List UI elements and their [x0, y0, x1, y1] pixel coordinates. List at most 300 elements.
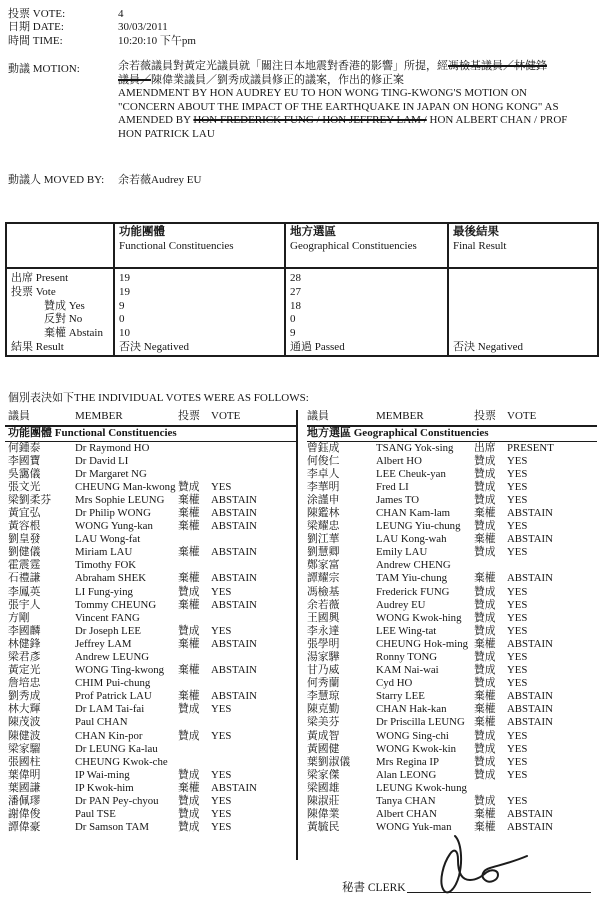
member-vote-zh: 棄權 — [178, 637, 200, 650]
member-vote-en — [211, 716, 296, 729]
motion-line — [118, 74, 596, 88]
summary-row-label: 棄權 Abstain — [44, 327, 103, 340]
member-vote-en: ABSTAIN — [507, 533, 553, 546]
member-name-en: WONG Yung-kan — [75, 520, 153, 533]
summary-col-header — [114, 223, 285, 268]
member-name-zh: 梁家傑 — [307, 768, 340, 781]
member-name-en: KAM Nai-wai — [376, 664, 439, 677]
member-row — [5, 468, 296, 481]
constituency-section-title: 地方選區 Geographical Constituencies — [307, 427, 597, 442]
member-vote-en: YES — [211, 585, 232, 598]
member-name-zh: 梁君彥 — [8, 651, 41, 663]
member-vote-en: PRESENT — [507, 441, 554, 454]
member-vote-zh — [178, 442, 211, 455]
member-row — [307, 730, 597, 743]
member-vote-en — [211, 743, 296, 756]
member-name-en: Dr Samson TAM — [75, 821, 149, 834]
member-name-zh: 李永達 — [307, 624, 340, 637]
summary-col-header-zh: 最後結果 — [453, 226, 499, 238]
member-row — [307, 546, 597, 559]
member-name-en: Jeffrey LAM — [75, 637, 132, 650]
member-name-en: WONG Kwok-hing — [376, 611, 462, 624]
member-name-zh: 張國柱 — [8, 755, 41, 768]
member-name-en: WONG Ting-kwong — [75, 664, 165, 677]
member-vote-zh: 贊成 — [474, 795, 496, 808]
member-name-zh: 張學明 — [307, 637, 340, 650]
member-row — [5, 743, 296, 756]
member-name-zh: 劉江華 — [307, 533, 340, 546]
member-vote-en — [211, 442, 296, 455]
member-name-zh: 葉劉淑儀 — [307, 755, 351, 768]
member-row — [307, 468, 597, 481]
member-name-en: Paul TSE — [75, 808, 116, 821]
member-name-en: Fred LI — [376, 480, 409, 493]
member-name-zh: 鄭家富 — [307, 559, 340, 572]
member-header-en: MEMBER — [75, 410, 123, 422]
member-vote-zh: 棄權 — [474, 716, 496, 729]
summary-row-label: 結果 Result — [11, 341, 64, 354]
member-row — [307, 795, 597, 808]
member-name-zh: 謝偉俊 — [8, 808, 41, 821]
member-row — [5, 586, 296, 599]
member-vote-zh: 棄權 — [178, 506, 200, 519]
member-name-en: CHAN Kin-por — [75, 729, 143, 742]
member-vote-en: ABSTAIN — [507, 716, 553, 729]
member-vote-zh: 贊成 — [474, 520, 496, 533]
member-name-zh: 梁家騮 — [8, 742, 41, 755]
member-name-zh: 黃毓民 — [307, 821, 340, 834]
member-row — [5, 442, 296, 455]
member-name-zh: 涂謹申 — [307, 493, 340, 506]
member-name-en: Dr LAM Tai-fai — [75, 703, 145, 716]
member-vote-zh: 贊成 — [474, 742, 496, 755]
member-vote-en: YES — [507, 520, 528, 533]
member-vote-en: ABSTAIN — [507, 690, 553, 703]
member-vote-en: YES — [507, 467, 528, 480]
member-name-zh: 李慧琼 — [307, 690, 340, 703]
member-name-zh: 李華明 — [307, 480, 340, 493]
summary-gc-value: 0 — [285, 313, 448, 327]
member-row — [5, 690, 296, 703]
motion-text-segment: "CONCERN ABOUT THE IMPACT OF THE EARTHQUAKE IN JAPAN ON HONG KONG" AS — [118, 100, 559, 113]
vote-header-zh: 投票 — [474, 410, 496, 422]
summary-row-label: 反對 No — [44, 313, 83, 326]
member-name-en: Paul CHAN — [75, 716, 128, 729]
motion-text-segment: HON PATRICK LAU — [118, 127, 215, 140]
summary-fc-value: 19 — [114, 286, 285, 300]
member-name-en: LI Fung-ying — [75, 585, 133, 598]
member-row — [307, 703, 597, 716]
member-vote-zh — [178, 533, 211, 546]
motion-text — [118, 60, 596, 141]
member-name-zh: 何俊仁 — [307, 454, 340, 467]
member-name-en: TSANG Yok-sing — [376, 441, 454, 454]
member-vote-en — [211, 559, 296, 572]
member-name-zh: 余若薇 — [307, 598, 340, 611]
functional-constituencies-column — [5, 410, 298, 860]
individual-votes-table — [5, 410, 597, 860]
member-name-zh: 陳偉業 — [307, 808, 340, 821]
member-vote-zh: 贊成 — [178, 624, 200, 637]
member-vote-en: YES — [507, 480, 528, 493]
member-name-en: IP Wai-ming — [75, 768, 130, 781]
member-vote-en: YES — [507, 624, 528, 637]
summary-table — [5, 222, 599, 357]
member-header-zh: 議員 — [8, 410, 30, 422]
member-vote-en: ABSTAIN — [211, 506, 257, 519]
member-vote-zh: 棄權 — [474, 533, 496, 546]
member-name-en: WONG Sing-chi — [376, 729, 449, 742]
member-vote-en: YES — [211, 821, 232, 834]
member-vote-en: YES — [211, 480, 232, 493]
member-vote-en: YES — [507, 651, 528, 663]
member-name-en: CHEUNG Hok-ming — [376, 637, 469, 650]
summary-row-label: 贊成 Yes — [44, 299, 85, 312]
member-row — [307, 664, 597, 677]
member-row — [5, 703, 296, 716]
member-row — [5, 507, 296, 520]
member-vote-en — [507, 782, 597, 795]
member-vote-en: ABSTAIN — [211, 637, 257, 650]
member-vote-en: YES — [211, 703, 232, 716]
member-vote-en: YES — [211, 795, 232, 808]
member-name-en: IP Kwok-him — [75, 781, 134, 794]
member-row — [307, 507, 597, 520]
member-name-zh: 陳克勤 — [307, 703, 340, 716]
member-name-en: WONG Kwok-kin — [376, 742, 457, 755]
member-row — [5, 612, 296, 625]
summary-col-header-zh: 地方選區 — [290, 226, 336, 238]
member-row — [5, 716, 296, 729]
date-row — [8, 21, 596, 34]
member-name-zh: 陳茂波 — [8, 716, 41, 729]
member-vote-zh — [178, 612, 211, 625]
member-row — [307, 612, 597, 625]
member-row — [307, 481, 597, 494]
member-vote-zh — [474, 782, 507, 795]
member-vote-zh: 棄權 — [178, 664, 200, 677]
motion-text-segment: AMENDED BY — [118, 114, 194, 126]
member-name-zh: 陳健波 — [8, 729, 41, 742]
member-name-en: LAU Kong-wah — [376, 533, 447, 546]
summary-row — [6, 286, 598, 300]
vote-header-zh: 投票 — [178, 410, 200, 422]
member-vote-zh: 贊成 — [474, 664, 496, 677]
member-name-zh: 吳靄儀 — [8, 467, 41, 480]
motion-line — [118, 101, 596, 115]
summary-fc-value: 0 — [114, 313, 285, 327]
member-name-en: CHIM Pui-chung — [75, 677, 151, 690]
member-row — [5, 572, 296, 585]
member-name-en: Dr Philip WONG — [75, 506, 151, 519]
member-name-zh: 葉國謙 — [8, 781, 41, 794]
member-name-zh: 梁劉柔芬 — [8, 493, 52, 506]
member-table-header — [307, 410, 597, 427]
member-vote-zh: 贊成 — [178, 821, 200, 834]
member-name-zh: 李國寶 — [8, 454, 41, 467]
moved-by-value: 余若薇Audrey EU — [118, 174, 202, 186]
member-vote-zh: 棄權 — [474, 572, 496, 585]
vote-number-row — [8, 8, 596, 21]
member-vote-zh: 贊成 — [474, 755, 496, 768]
member-name-en: Frederick FUNG — [376, 585, 450, 598]
member-name-en: Starry LEE — [376, 690, 425, 703]
caption-zh: 個別表決如下 — [8, 392, 74, 404]
member-name-en: Vincent FANG — [75, 611, 140, 624]
summary-final-value — [448, 313, 598, 327]
time-label: 時間 TIME: — [8, 34, 63, 47]
member-vote-zh: 贊成 — [474, 729, 496, 742]
member-header-zh: 議員 — [307, 410, 329, 422]
member-row — [5, 651, 296, 664]
member-vote-zh: 棄權 — [474, 808, 496, 821]
summary-row-label: 出席 Present — [11, 272, 69, 284]
motion-line — [118, 87, 596, 101]
motion-struck-text: HON FREDERICK FUNG / HON JEFFREY LAM / — [193, 114, 427, 126]
member-vote-en: YES — [507, 755, 528, 768]
member-vote-zh: 棄權 — [178, 546, 200, 559]
member-table-header — [5, 410, 296, 427]
member-vote-zh: 贊成 — [474, 598, 496, 611]
summary-col-header — [448, 223, 598, 268]
vote-header-en: VOTE — [211, 410, 241, 422]
member-name-zh: 詹培忠 — [8, 677, 41, 690]
summary-col-header-en: Functional Constituencies — [119, 239, 234, 252]
member-vote-zh: 贊成 — [474, 651, 496, 663]
member-vote-en: YES — [507, 677, 528, 690]
member-name-en: Abraham SHEK — [75, 572, 147, 585]
member-row — [307, 533, 597, 546]
member-name-en: Dr Raymond HO — [75, 441, 150, 454]
member-name-en: Emily LAU — [376, 546, 428, 559]
vote-header-en: VOTE — [507, 410, 537, 422]
summary-final-value — [448, 327, 598, 341]
member-name-zh: 湯家驊 — [307, 651, 340, 663]
member-name-zh: 劉秀成 — [8, 690, 41, 703]
member-name-zh: 梁耀忠 — [307, 520, 340, 533]
member-vote-zh: 棄權 — [178, 520, 200, 533]
motion-line — [118, 114, 596, 128]
member-vote-en: ABSTAIN — [211, 690, 257, 703]
motion-struck-text: 議員／ — [118, 73, 151, 86]
member-row — [307, 756, 597, 769]
member-row — [5, 756, 296, 769]
summary-row — [6, 327, 598, 341]
member-vote-zh: 贊成 — [474, 585, 496, 598]
member-row — [5, 677, 296, 690]
member-name-zh: 黃國健 — [307, 742, 340, 755]
member-vote-zh: 棄權 — [178, 690, 200, 703]
member-row — [307, 586, 597, 599]
member-row — [307, 572, 597, 585]
member-name-en: LEUNG Kwok-hung — [376, 781, 467, 794]
member-row — [5, 664, 296, 677]
member-row — [307, 651, 597, 664]
date-label: 日期 DATE: — [8, 21, 64, 34]
member-name-en: Dr LEUNG Ka-lau — [75, 742, 158, 755]
summary-final-value — [448, 268, 598, 286]
member-name-en: Tanya CHAN — [376, 795, 436, 808]
member-vote-zh: 贊成 — [474, 624, 496, 637]
member-name-en: Dr Joseph LEE — [75, 624, 141, 637]
member-vote-zh — [178, 716, 211, 729]
member-vote-zh — [178, 468, 211, 481]
member-name-zh: 石禮謙 — [8, 572, 41, 585]
member-vote-zh: 贊成 — [474, 611, 496, 624]
member-vote-zh: 棄權 — [474, 506, 496, 519]
member-name-en: Ronny TONG — [376, 651, 438, 663]
member-vote-zh: 棄權 — [178, 493, 200, 506]
member-row — [307, 442, 597, 455]
member-vote-zh — [178, 743, 211, 756]
member-vote-zh: 棄權 — [178, 781, 200, 794]
member-row — [307, 520, 597, 533]
member-name-en: CHAN Kam-lam — [376, 506, 451, 519]
summary-header-row — [6, 223, 598, 268]
member-row — [5, 599, 296, 612]
member-vote-en — [507, 559, 597, 572]
summary-final-value — [448, 286, 598, 300]
member-name-zh: 梁國雄 — [307, 781, 340, 794]
member-row — [307, 690, 597, 703]
member-name-en: Dr Margaret NG — [75, 467, 147, 480]
member-name-zh: 何鍾泰 — [8, 441, 41, 454]
member-row — [5, 769, 296, 782]
member-name-zh: 馮檢基 — [307, 585, 340, 598]
member-row — [307, 494, 597, 507]
member-name-en: Mrs Sophie LEUNG — [75, 493, 165, 506]
member-row — [5, 795, 296, 808]
member-header-en: MEMBER — [376, 410, 424, 422]
member-name-en: LEE Cheuk-yan — [376, 467, 446, 480]
member-name-zh: 曾鈺成 — [307, 441, 340, 454]
member-name-zh: 林大輝 — [8, 703, 41, 716]
member-name-en: Andrew CHENG — [376, 559, 451, 572]
member-name-en: LAU Wong-fat — [75, 533, 141, 546]
summary-final-value: 否決 Negatived — [448, 341, 598, 356]
member-name-en: Cyd HO — [376, 677, 413, 690]
member-vote-en — [211, 677, 296, 690]
date-value: 30/03/2011 — [118, 21, 168, 34]
member-vote-en: ABSTAIN — [211, 664, 257, 677]
member-vote-en — [211, 533, 296, 546]
member-vote-en — [211, 651, 296, 664]
caption-en: THE INDIVIDUAL VOTES WERE AS FOLLOWS: — [74, 392, 309, 404]
member-row — [5, 559, 296, 572]
member-name-en: WONG Yuk-man — [376, 821, 452, 834]
member-vote-en: YES — [507, 598, 528, 611]
member-vote-zh: 贊成 — [474, 467, 496, 480]
member-vote-zh: 贊成 — [474, 768, 496, 781]
member-row — [307, 559, 597, 572]
member-vote-en: ABSTAIN — [211, 598, 257, 611]
summary-gc-value: 18 — [285, 300, 448, 314]
member-row — [5, 494, 296, 507]
member-vote-en — [211, 455, 296, 468]
summary-fc-value: 10 — [114, 327, 285, 341]
motion-line — [118, 128, 596, 142]
member-vote-en: ABSTAIN — [507, 808, 553, 821]
member-row — [5, 808, 296, 821]
member-vote-en: YES — [211, 768, 232, 781]
member-vote-zh — [178, 756, 211, 769]
summary-row-label: 投票 Vote — [11, 285, 56, 298]
member-row — [307, 743, 597, 756]
member-row — [5, 533, 296, 546]
member-vote-en: YES — [507, 546, 528, 559]
member-row — [5, 638, 296, 651]
member-vote-zh: 出席 — [474, 441, 496, 454]
member-name-en: Mrs Regina IP — [376, 755, 439, 768]
member-vote-en: ABSTAIN — [507, 637, 553, 650]
individual-votes-caption — [8, 392, 309, 405]
member-row — [307, 782, 597, 795]
member-name-en: Dr David LI — [75, 454, 129, 467]
summary-row — [6, 268, 598, 286]
summary-col-header — [6, 223, 114, 268]
member-row — [5, 730, 296, 743]
member-row — [307, 769, 597, 782]
member-row — [5, 625, 296, 638]
member-vote-en: YES — [507, 585, 528, 598]
member-vote-zh — [178, 651, 211, 664]
member-name-zh: 黃容根 — [8, 520, 41, 533]
member-row — [5, 782, 296, 795]
member-vote-en: ABSTAIN — [211, 781, 257, 794]
motion-line — [118, 60, 596, 74]
member-vote-zh: 贊成 — [474, 454, 496, 467]
member-vote-zh: 棄權 — [178, 572, 200, 585]
member-name-zh: 劉皇發 — [8, 533, 41, 546]
member-name-zh: 黃定光 — [8, 664, 41, 677]
member-vote-zh — [474, 559, 507, 572]
member-vote-zh: 贊成 — [474, 677, 496, 690]
member-name-en: Tommy CHEUNG — [75, 598, 157, 611]
member-vote-zh: 贊成 — [178, 480, 200, 493]
clerk-signature — [425, 828, 535, 898]
member-name-en: LEE Wing-tat — [376, 624, 437, 637]
motion-struck-text: 馮檢基議員／林健鋒 — [448, 60, 547, 72]
motion-text-segment: 陳偉業議員／劉秀成議員修正的議案，作出的修正案 — [151, 73, 404, 86]
member-vote-en: ABSTAIN — [211, 572, 257, 585]
member-vote-en: YES — [507, 768, 528, 781]
member-name-en: LEUNG Yiu-chung — [376, 520, 461, 533]
member-name-en: Albert CHAN — [376, 808, 437, 821]
member-vote-en: YES — [507, 454, 528, 467]
member-row — [307, 625, 597, 638]
member-name-zh: 張文光 — [8, 480, 41, 493]
summary-col-header-en: Geographical Constituencies — [290, 239, 417, 252]
member-vote-en: ABSTAIN — [507, 572, 553, 585]
member-name-zh: 王國興 — [307, 611, 340, 624]
motion-section — [8, 60, 596, 141]
member-name-zh: 潘佩璆 — [8, 795, 41, 808]
member-vote-zh: 棄權 — [474, 637, 496, 650]
time-value: 10:20:10 下午pm — [118, 34, 196, 47]
member-vote-en: ABSTAIN — [211, 520, 257, 533]
member-vote-zh: 贊成 — [178, 703, 200, 716]
member-name-en: Dr PAN Pey-chyou — [75, 795, 159, 808]
member-vote-zh — [178, 559, 211, 572]
member-name-en: TAM Yiu-chung — [376, 572, 448, 585]
member-vote-en: ABSTAIN — [507, 821, 553, 834]
summary-fc-value: 否決 Negatived — [114, 341, 285, 356]
member-name-zh: 黃成智 — [307, 729, 340, 742]
member-vote-en: YES — [507, 795, 528, 808]
member-vote-zh — [178, 677, 211, 690]
member-name-zh: 李卓人 — [307, 467, 340, 480]
summary-row — [6, 313, 598, 327]
